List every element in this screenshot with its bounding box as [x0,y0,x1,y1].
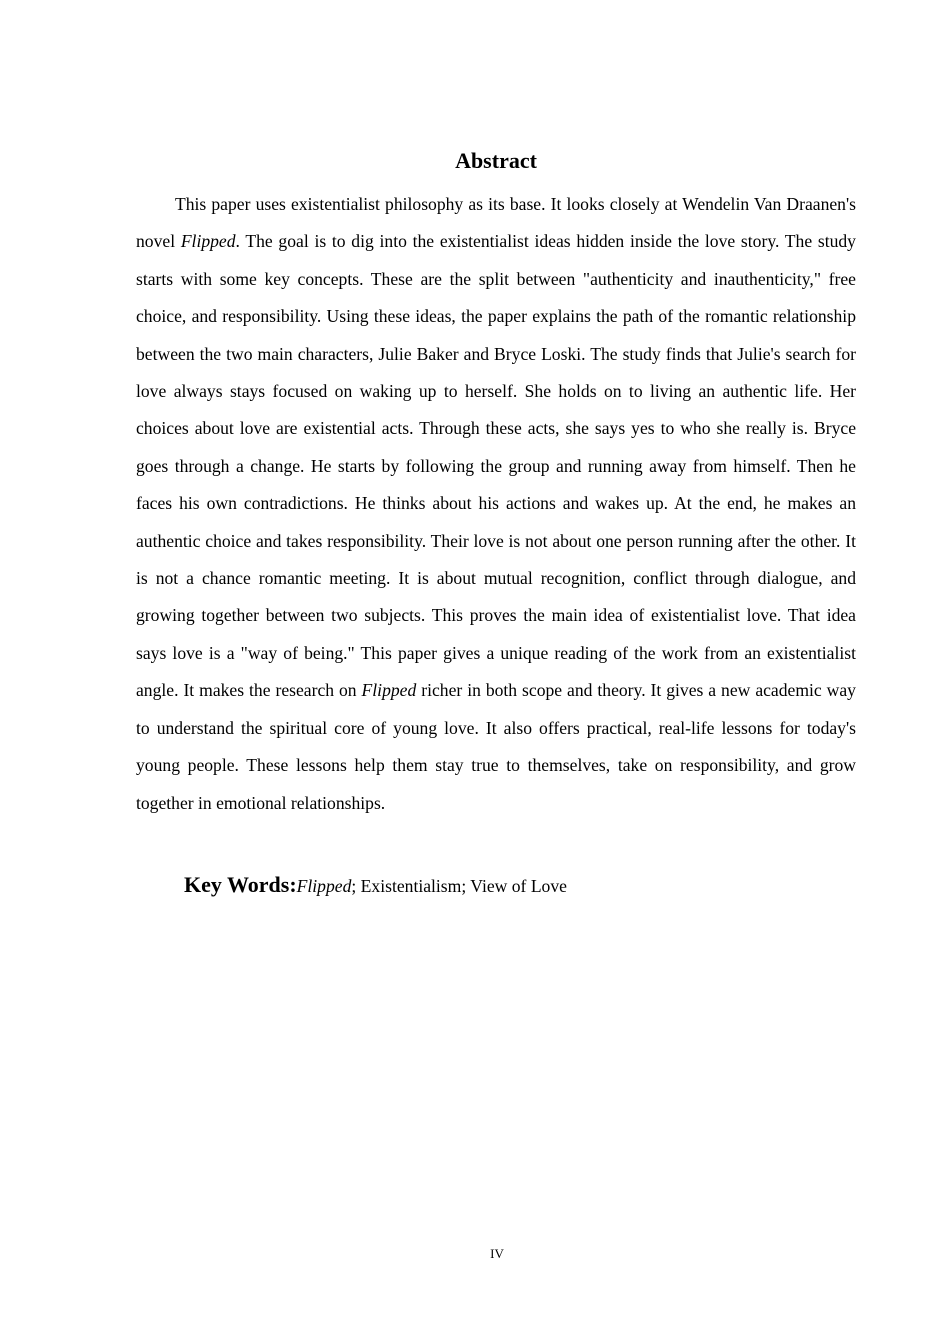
keywords-label: Key Words: [184,872,297,897]
abstract-text-segment: richer in both scope and theory. It gives a new academic way to understand the spiritual core of young love. It also offers practical, real-life lessons for today's young people. These lessons help them stay true to themselves, take on responsibility, and grow together in emotional relationships. [136,680,856,813]
keyword-flipped: Flipped [296,876,352,896]
novel-title-italic: Flipped [180,231,236,252]
keywords-line [184,868,856,903]
keywords-rest: ; Existentialism; View of Love [351,876,567,896]
abstract-title: Abstract [455,148,537,173]
novel-title-italic: Flipped [361,680,417,701]
page-number: IV [490,1246,504,1261]
abstract-paragraph [136,186,856,822]
abstract-text-segment: . The goal is to dig into the existentialist ideas hidden inside the love story. The study starts with some key concepts. These are the split between "authenticity and inauthenticity," free choice, and responsibility. Using these ideas, the paper explains the path of the romantic relationship between the two main characters, Julie Baker and Bryce Loski. The study finds that Julie's search for love always stays focused on waking up to herself. She holds on to living an authentic life. Her choices about love are existential acts. Through these acts, she says yes to who she really is. Bryce goes through a change. He starts by following the group and running away from himself. Then he faces his own contradictions. He thinks about his actions and wakes up. At the end, he makes an authentic choice and takes responsibility. Their love is not about one person running after the other. It is not a chance romantic meeting. It is about mutual recognition, conflict through dialogue, and growing together between two subjects. This proves the main idea of existentialist love. That idea says love is a "way of being." This paper gives a unique reading of the work from an existentialist angle. It makes the research on [136,231,856,701]
abstract-text-segment: This paper uses existentialist philosophy as its base. It looks closely at Wendelin Van Draanen's novel [136,194,856,252]
